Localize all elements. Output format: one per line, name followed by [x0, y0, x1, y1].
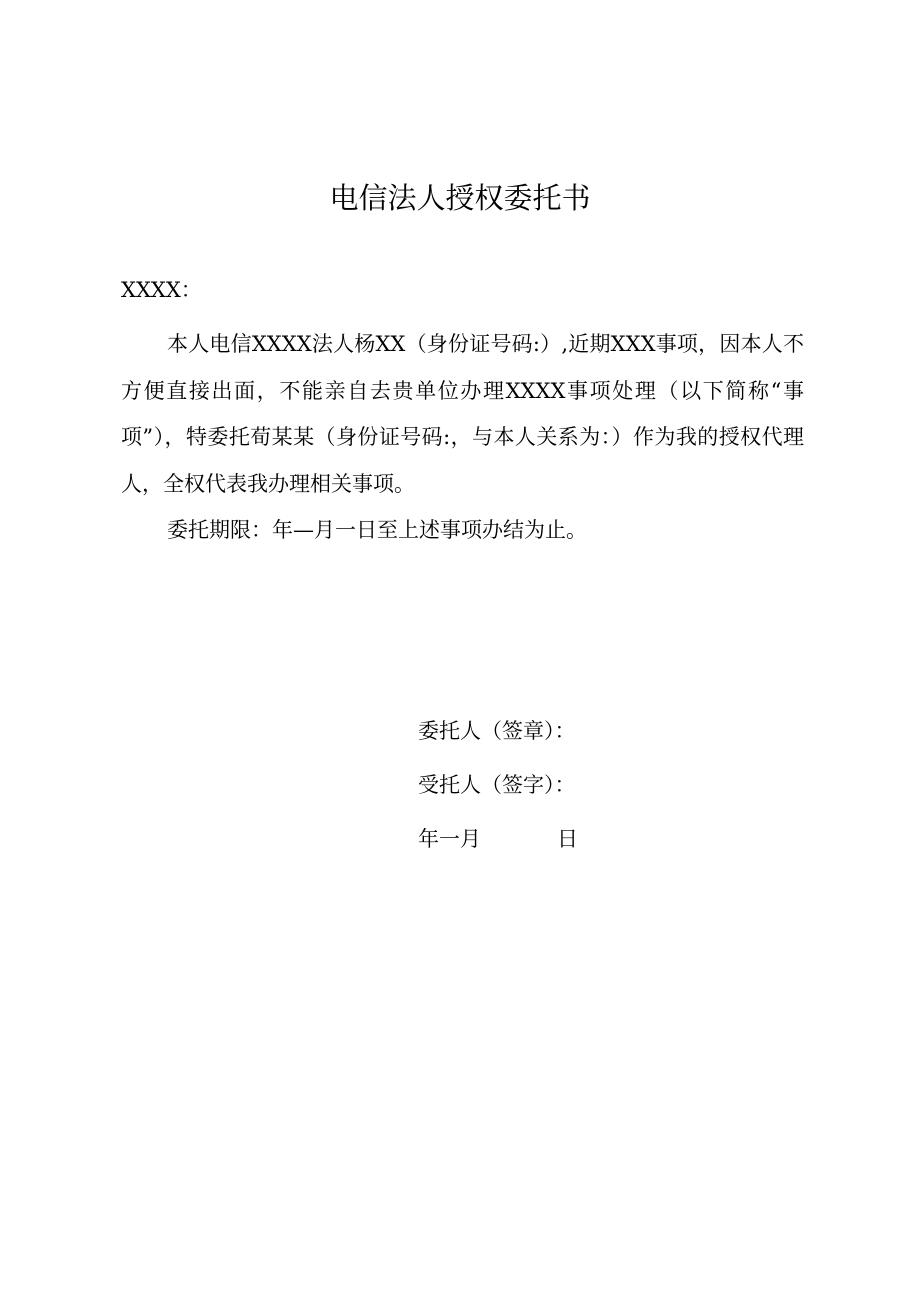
document-title: 电信法人授权委托书	[329, 181, 591, 215]
agent-signature-label: 受托人（签字）：	[418, 773, 576, 797]
date-year-month: 年一月	[418, 827, 481, 851]
principal-signature-label: 委托人（签章）：	[418, 719, 576, 743]
signature-date	[418, 821, 578, 857]
paragraph-authorization: 本人电信XXXX法人杨XX（身份证号码:）,近期XXX事项，因本人不方便直接出面，不能亲自去贵单位办理XXXX事项处理（以下简称“事项”），特委托荀某某（身份证号码:，与本人关系为：）作为我的授权代理人，全权代表我办理相关事项。	[121, 332, 804, 496]
signature-block	[418, 713, 578, 857]
salutation: XXXX：	[121, 278, 202, 302]
paragraph-term: 委托期限：年—月一日至上述事项办结为止。	[167, 518, 587, 542]
letter-body	[121, 321, 804, 554]
date-day: 日	[557, 827, 578, 851]
